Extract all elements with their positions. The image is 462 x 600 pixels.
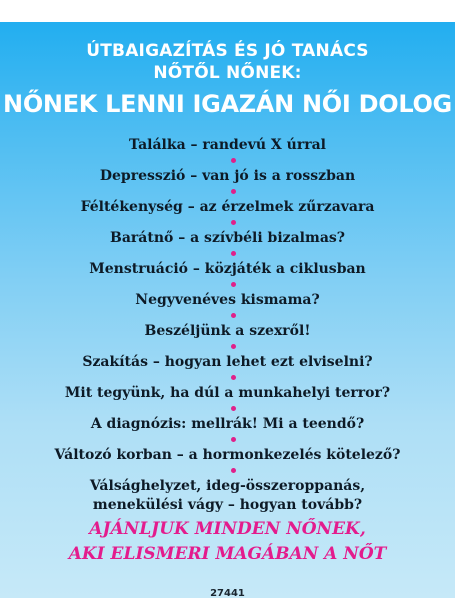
topic-text-line-1: Válsághelyzet, ideg-összeroppanás, bbox=[89, 478, 366, 494]
topic-text: Negyvenéves kismama? bbox=[135, 292, 320, 308]
topic-list bbox=[0, 134, 455, 519]
topic-text: Találka – randevú X úrral bbox=[129, 137, 326, 153]
topic-item bbox=[0, 289, 455, 320]
header-line-1: ÚTBAIGAZÍTÁS ÉS JÓ TANÁCS bbox=[86, 41, 369, 61]
closing-slogan-line-2: AKI ELISMERI MAGÁBAN A NŐT bbox=[68, 544, 387, 564]
topic-item bbox=[0, 382, 455, 413]
pink-dot-separator bbox=[231, 251, 236, 256]
topic-item bbox=[0, 258, 455, 289]
topic-item bbox=[0, 134, 455, 165]
topic-text: Depresszió – van jó is a rosszban bbox=[99, 168, 356, 184]
closing-slogan-line-1: AJÁNLJUK MINDEN NŐNEK, bbox=[89, 519, 366, 539]
pink-dot-separator bbox=[231, 220, 236, 225]
topic-text: Menstruáció – közjáték a ciklusban bbox=[89, 261, 366, 277]
product-code: 27441 bbox=[210, 588, 245, 598]
topic-item bbox=[0, 351, 455, 382]
topic-text-line-2: menekülési vágy – hogyan tovább? bbox=[92, 497, 363, 513]
topic-item bbox=[0, 227, 455, 258]
pink-dot-separator bbox=[231, 406, 236, 411]
book-back-cover bbox=[0, 22, 455, 598]
pink-dot-separator bbox=[231, 468, 236, 473]
topic-text: Változó korban – a hormonkezelés kötelező? bbox=[54, 447, 401, 463]
pink-dot-separator bbox=[231, 437, 236, 442]
topic-text: Szakítás – hogyan lehet ezt elviselni? bbox=[82, 354, 373, 370]
topic-item bbox=[0, 196, 455, 227]
book-title: NŐNEK LENNI IGAZÁN NŐI DOLOG bbox=[3, 90, 452, 118]
pink-dot-separator bbox=[231, 282, 236, 287]
pink-dot-separator bbox=[231, 189, 236, 194]
topic-text: Féltékenység – az érzelmek zűrzavara bbox=[80, 199, 375, 215]
topic-item-last bbox=[0, 475, 455, 519]
topic-item bbox=[0, 320, 455, 351]
pink-dot-separator bbox=[231, 344, 236, 349]
pink-dot-separator bbox=[231, 375, 236, 380]
topic-text: Beszéljünk a szexről! bbox=[144, 323, 311, 339]
topic-item bbox=[0, 165, 455, 196]
header-line-2: NŐTŐL NŐNEK: bbox=[153, 63, 302, 83]
topic-item bbox=[0, 444, 455, 475]
pink-dot-separator bbox=[231, 158, 236, 163]
topic-item bbox=[0, 413, 455, 444]
topic-text: Barátnő – a szívbéli bizalmas? bbox=[110, 230, 345, 246]
topic-text: Mit tegyünk, ha dúl a munkahelyi terror? bbox=[64, 385, 391, 401]
pink-dot-separator bbox=[231, 313, 236, 318]
topic-text: A diagnózis: mellrák! Mi a teendő? bbox=[90, 416, 365, 432]
